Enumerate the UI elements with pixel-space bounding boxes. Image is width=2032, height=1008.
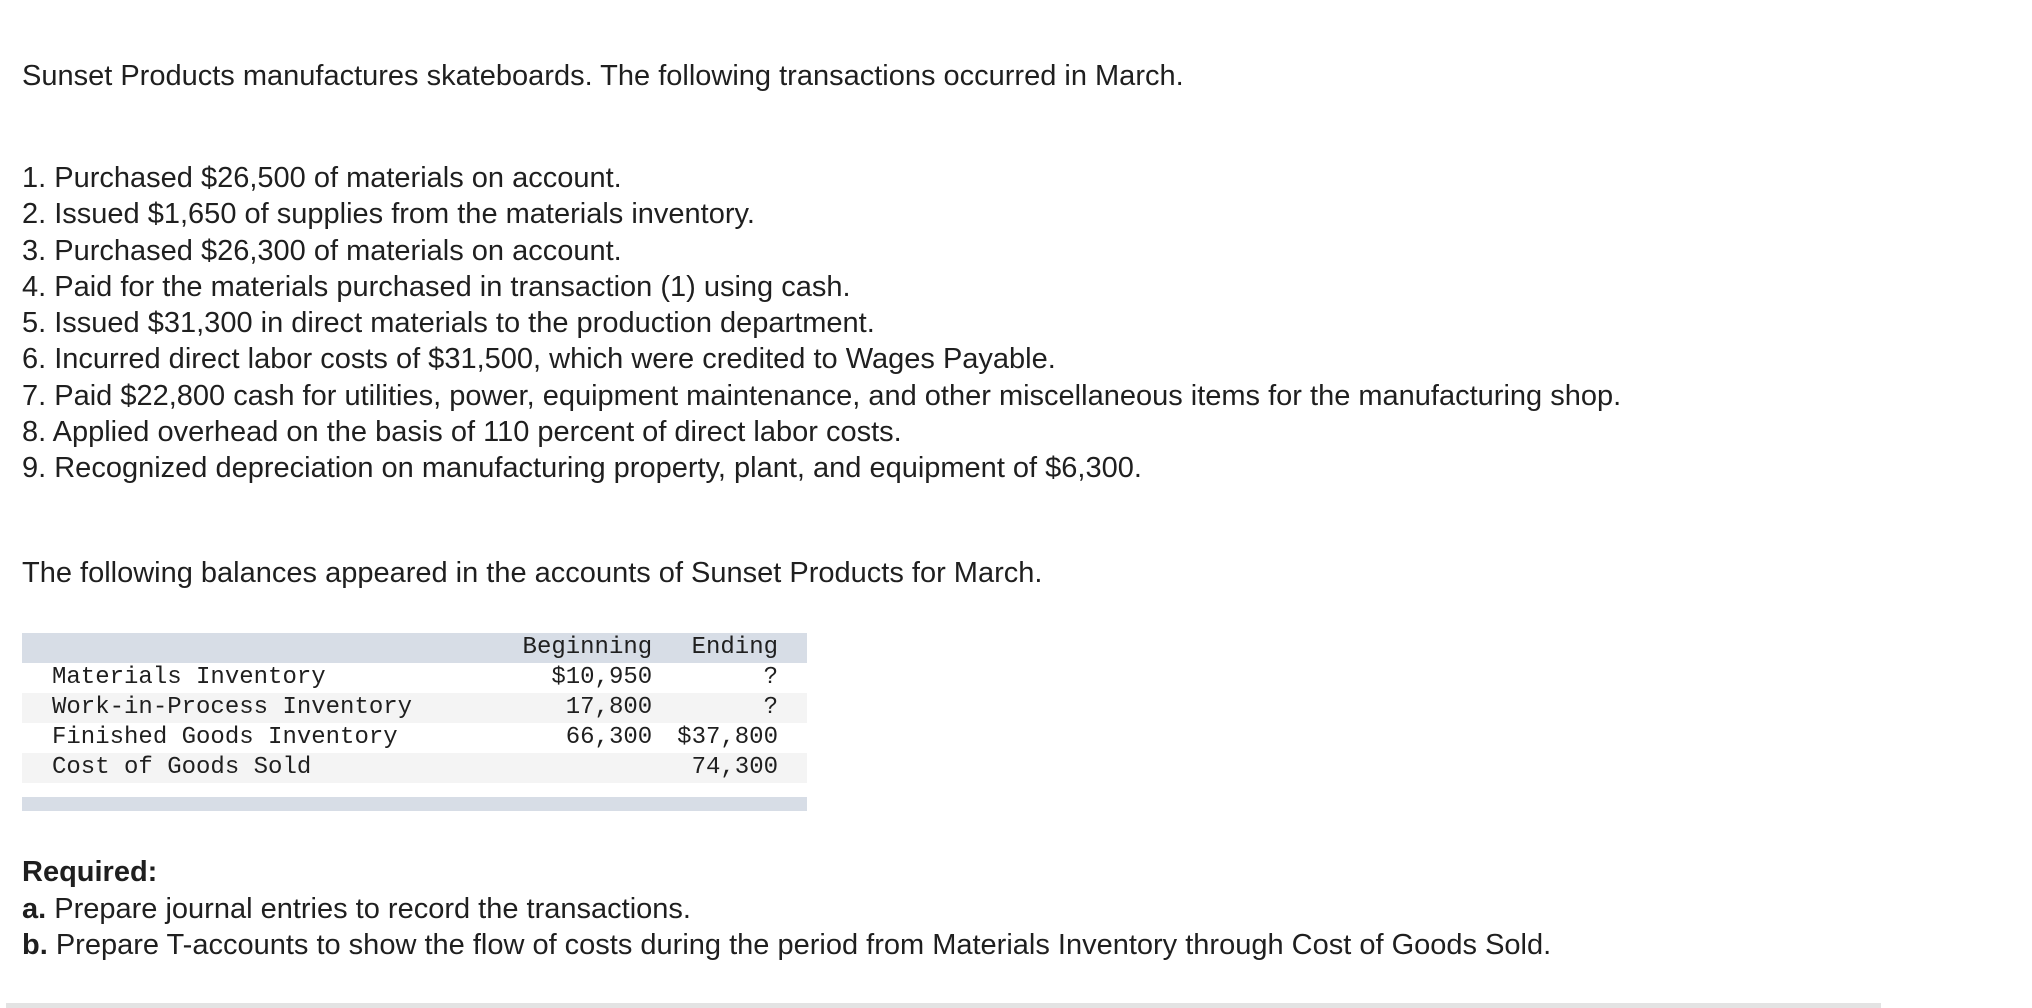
list-item: 2. Issued $1,650 of supplies from the materials inventory. xyxy=(22,198,755,231)
table-row xyxy=(22,693,807,723)
item-text: Prepare journal entries to record the transactions. xyxy=(46,892,691,925)
table-row xyxy=(22,663,807,693)
table-footer-bar xyxy=(22,797,807,811)
required-item-a xyxy=(22,891,1551,928)
beginning-balance: 66,300 xyxy=(565,724,653,751)
list-item: 5. Issued $31,300 in direct materials to the production department. xyxy=(22,307,875,340)
intro-text: Sunset Products manufactures skateboards. The following transactions occurred in March. xyxy=(22,60,1184,92)
list-item: 9. Recognized depreciation on manufacturing property, plant, and equipment of $6,300. xyxy=(22,452,1142,485)
beginning-balance xyxy=(507,753,678,783)
ending-balance: $37,800 xyxy=(677,724,778,751)
header-beginning: Beginning xyxy=(522,634,653,661)
list-item: 8. Applied overhead on the basis of 110 percent of direct labor costs. xyxy=(22,416,902,449)
balances-table xyxy=(22,633,807,811)
required-section xyxy=(22,854,1551,964)
account-name: Finished Goods Inventory xyxy=(52,724,398,751)
item-marker: b. xyxy=(22,929,48,961)
table-row xyxy=(22,723,807,753)
list-item: 7. Paid $22,800 cash for utilities, power, equipment maintenance, and other miscellaneous items for the manufacturing shop. xyxy=(22,379,1622,412)
beginning-balance: $10,950 xyxy=(551,664,653,691)
required-item-b xyxy=(22,927,1551,964)
table-spacer xyxy=(22,783,807,797)
beginning-balance: 17,800 xyxy=(565,694,653,721)
table-header-row xyxy=(22,633,807,663)
ending-balance: ? xyxy=(763,664,778,691)
header-label xyxy=(22,633,507,663)
bottom-divider xyxy=(6,1003,1881,1008)
account-name: Cost of Goods Sold xyxy=(52,754,312,781)
balances-intro-text: The following balances appeared in the accounts of Sunset Products for March. xyxy=(22,557,1043,589)
ending-balance: ? xyxy=(763,694,778,721)
table-row xyxy=(22,753,807,783)
account-name: Materials Inventory xyxy=(52,664,326,691)
list-item: 6. Incurred direct labor costs of $31,500, which were credited to Wages Payable. xyxy=(22,343,1056,376)
required-heading: Required: xyxy=(22,856,158,888)
item-text: Prepare T-accounts to show the flow of costs during the period from Materials Inventory through Cost of Goods Sold. xyxy=(47,929,1552,961)
header-ending: Ending xyxy=(691,634,778,661)
list-item: 3. Purchased $26,300 of materials on account. xyxy=(22,234,622,267)
transaction-list xyxy=(22,160,1621,487)
account-name: Work-in-Process Inventory xyxy=(52,694,413,721)
list-item: 4. Paid for the materials purchased in transaction (1) using cash. xyxy=(22,270,851,303)
item-marker: a. xyxy=(22,892,47,925)
list-item: 1. Purchased $26,500 of materials on account. xyxy=(22,162,622,194)
ending-balance: 74,300 xyxy=(691,754,778,781)
